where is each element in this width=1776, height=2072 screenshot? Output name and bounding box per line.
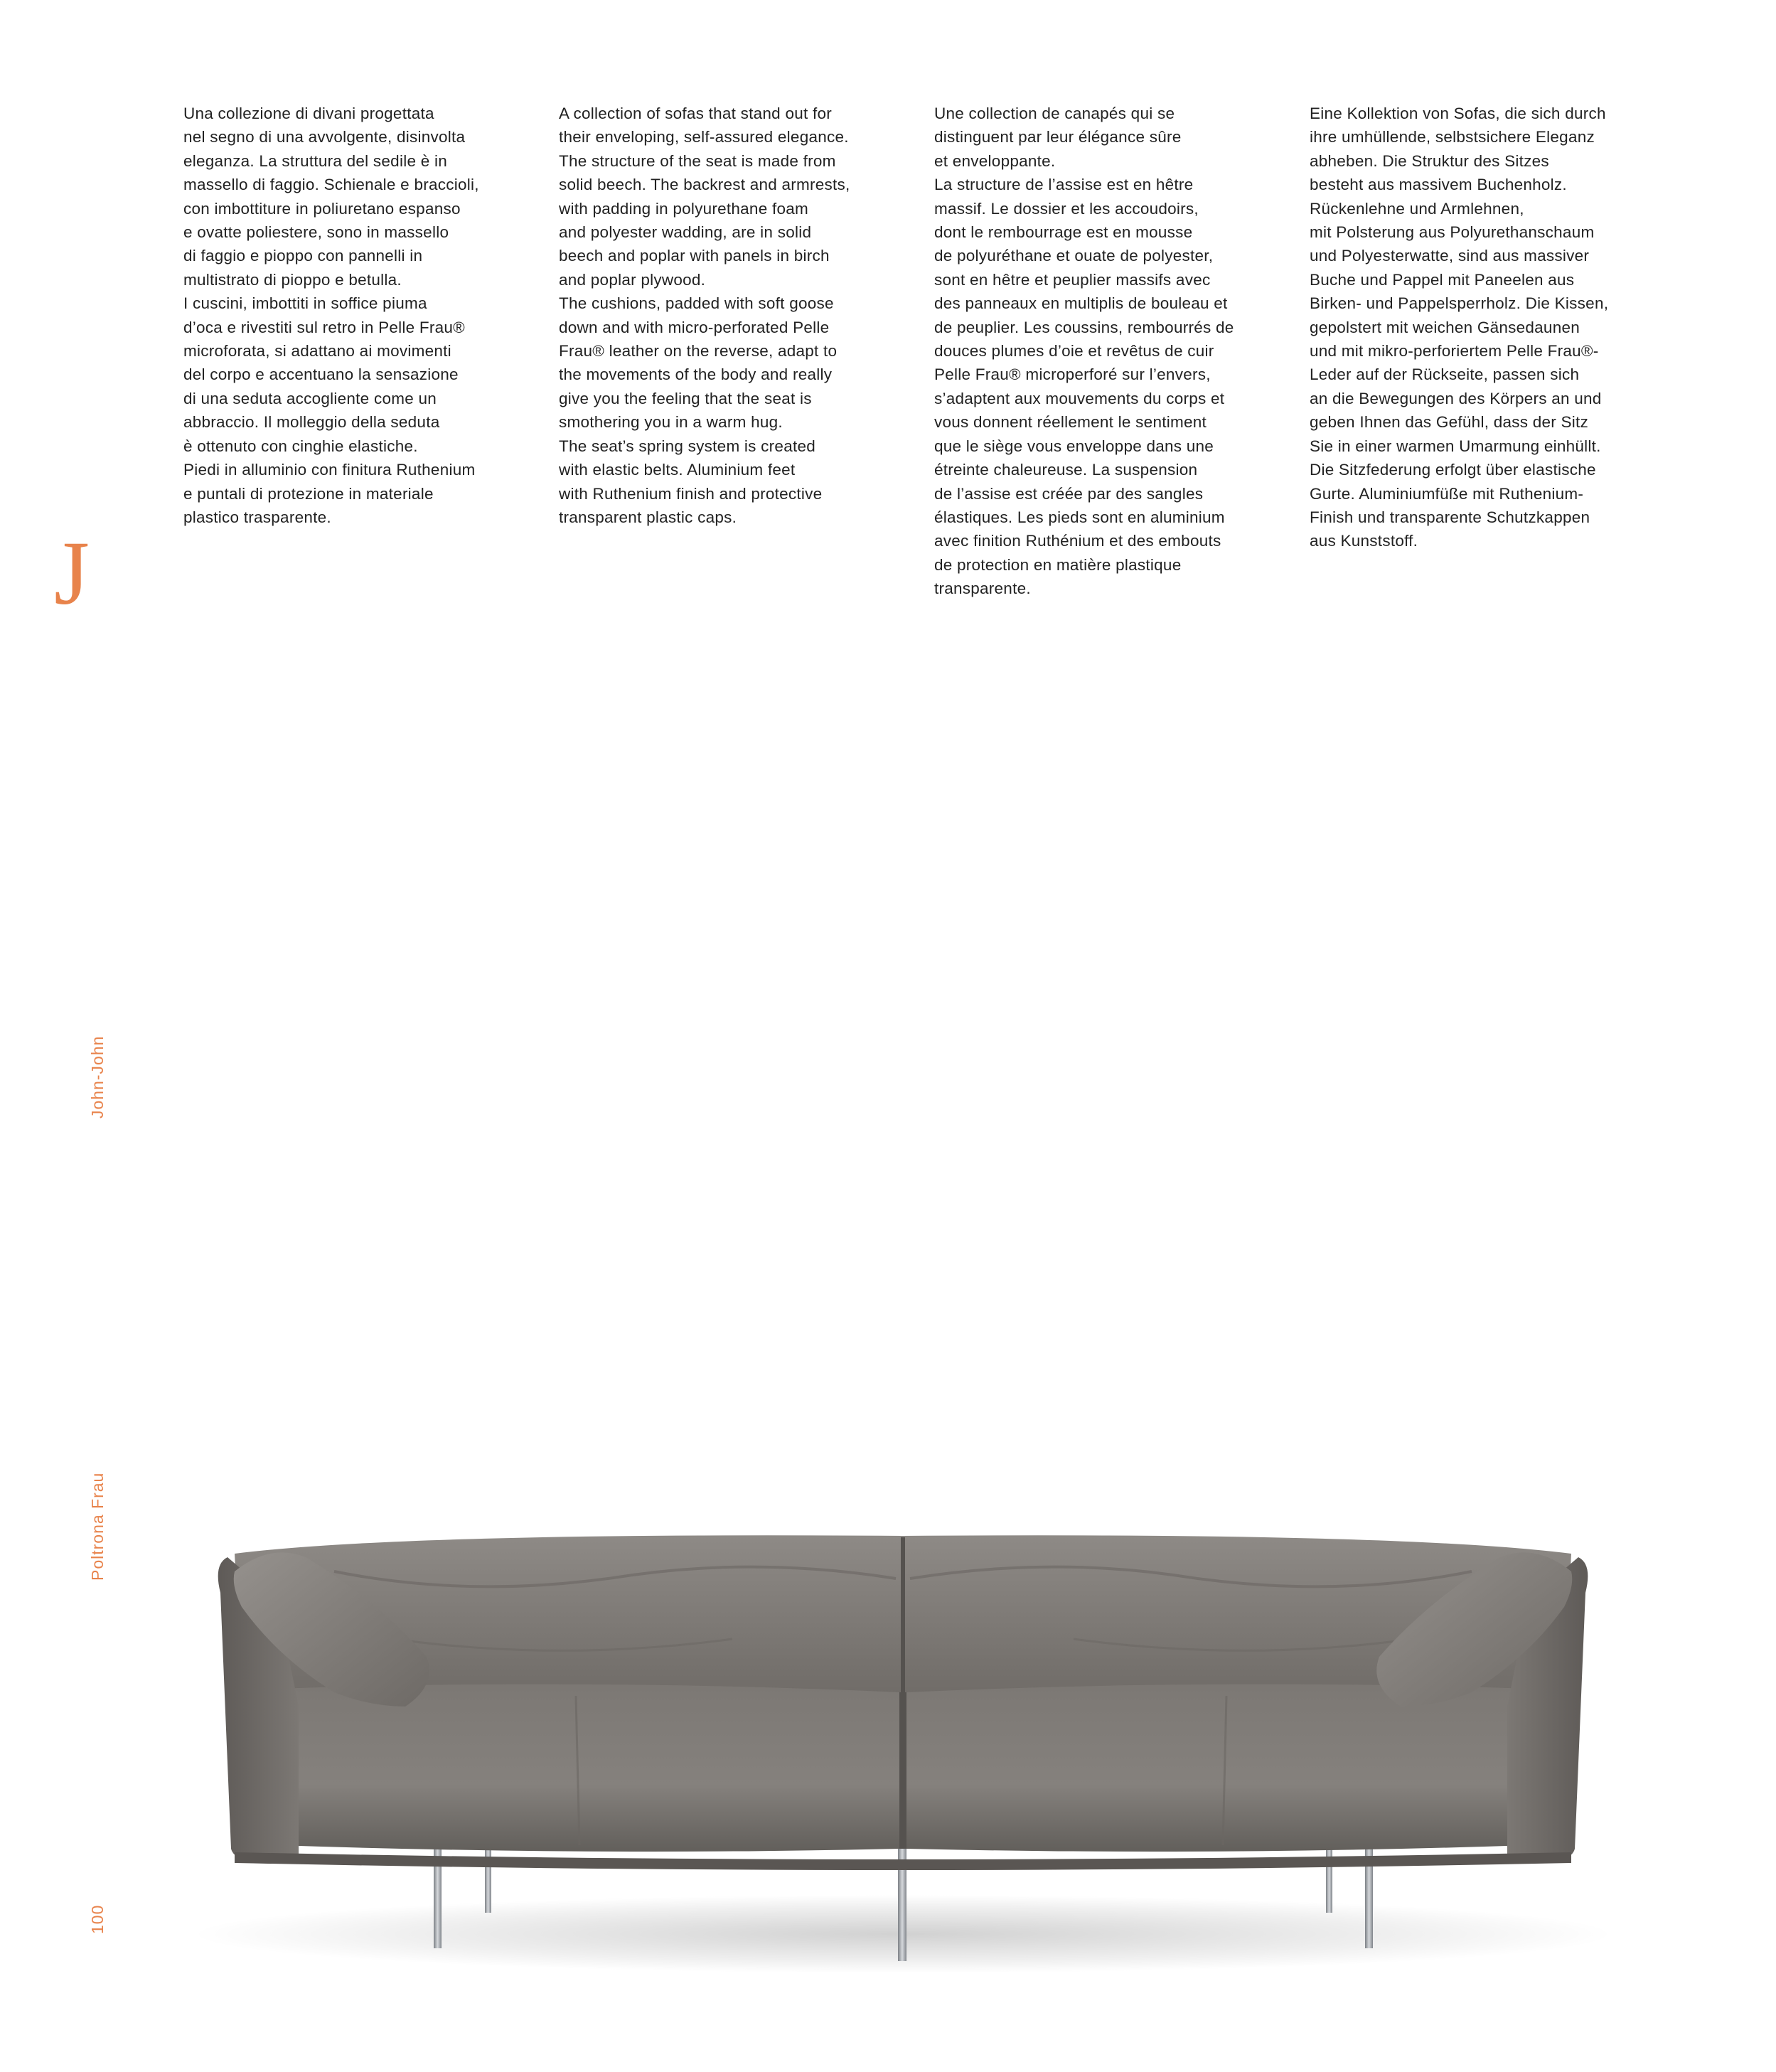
sofa-photo	[192, 1493, 1614, 1991]
page-number: 100	[88, 1904, 107, 1934]
description-italian: Una collezione di divani progettata nel segno di una avvolgente, disinvolta eleganza. La struttura del sedile è in massello di faggio. Schienale e braccioli, con imbottiture in poliuretano espanso e ovatte poliestere, sono in massello di faggio e pioppo con pannelli in multistrato di pioppo e betulla. I cuscini, imbottiti in soffice piuma d’oca e rivestiti sul retro in Pelle Frau® microforata, si adattano ai movimenti del corpo e accentuano la sensazione di una seduta accogliente come un abbraccio. Il molleggio della seduta è ottenuto con cinghie elastiche. Piedi in alluminio con finitura Ruthenium e puntali di protezione in materiale plastico trasparente.	[183, 105, 479, 526]
brand-label: Poltrona Frau	[88, 1472, 107, 1581]
description-german: Eine Kollektion von Sofas, die sich durch ihre umhüllende, selbstsichere Eleganz abheben. Die Struktur des Sitzes besteht aus massivem Buchenholz. Rückenlehne und Armlehnen, mit Polsterung aus Polyurethanschaum und Polyesterwatte, sind aus massiver Buche und Pappel mit Paneelen aus Birken- und Pappelsperrholz. Die Kissen, gepolstert mit weichen Gänsedaunen und mit mikro-perforiertem Pelle Frau®- Leder auf der Rückseite, passen sich an die Bewegungen des Körpers an und geben Ihnen das Gefühl, dass der Sitz Sie in einer warmen Umarmung einhüllt. Die Sitzfederung erfolgt über elastische Gurte. Aluminiumfüße mit Ruthenium- Finish und transparente Schutzkappen aus Kunststoff.	[1310, 105, 1609, 550]
description-french: Une collection de canapés qui se distinguent par leur élégance sûre et enveloppante. La structure de l’assise est en hêtre massif. Le dossier et les accoudoirs, dont le rembourrage est en mousse de polyuréthane et ouate de polyester, sont en hêtre et peuplier massifs avec des panneaux en multiplis de bouleau et de peuplier. Les coussins, rembourrés de douces plumes d’oie et revêtus de cuir Pelle Frau® microperforé sur l’envers, s’adaptent aux mouvements du corps et vous donnent réellement le sentiment que le siège vous enveloppe dans une étreinte chaleureuse. La suspension de l’assise est créée par des sangles élastiques. Les pieds sont en aluminium avec finition Ruthénium et des embouts de protection en matière plastique transparente.	[934, 105, 1234, 598]
description-english: A collection of sofas that stand out for their enveloping, self-assured elegance. The structure of the seat is made from solid beech. The backrest and armrests, with padding in polyurethane foam and polyester wadding, are in solid beech and poplar with panels in birch and poplar plywood. The cushions, padded with soft goose down and with micro-perforated Pelle Frau® leather on the reverse, adapt to the movements of the body and really give you the feeling that the seat is smothering you in a warm hug. The seat’s spring system is created with elastic belts. Aluminium feet with Ruthenium finish and protective transparent plastic caps.	[559, 105, 850, 526]
index-letter: J	[54, 523, 90, 624]
section-label: John-John	[88, 1035, 107, 1118]
